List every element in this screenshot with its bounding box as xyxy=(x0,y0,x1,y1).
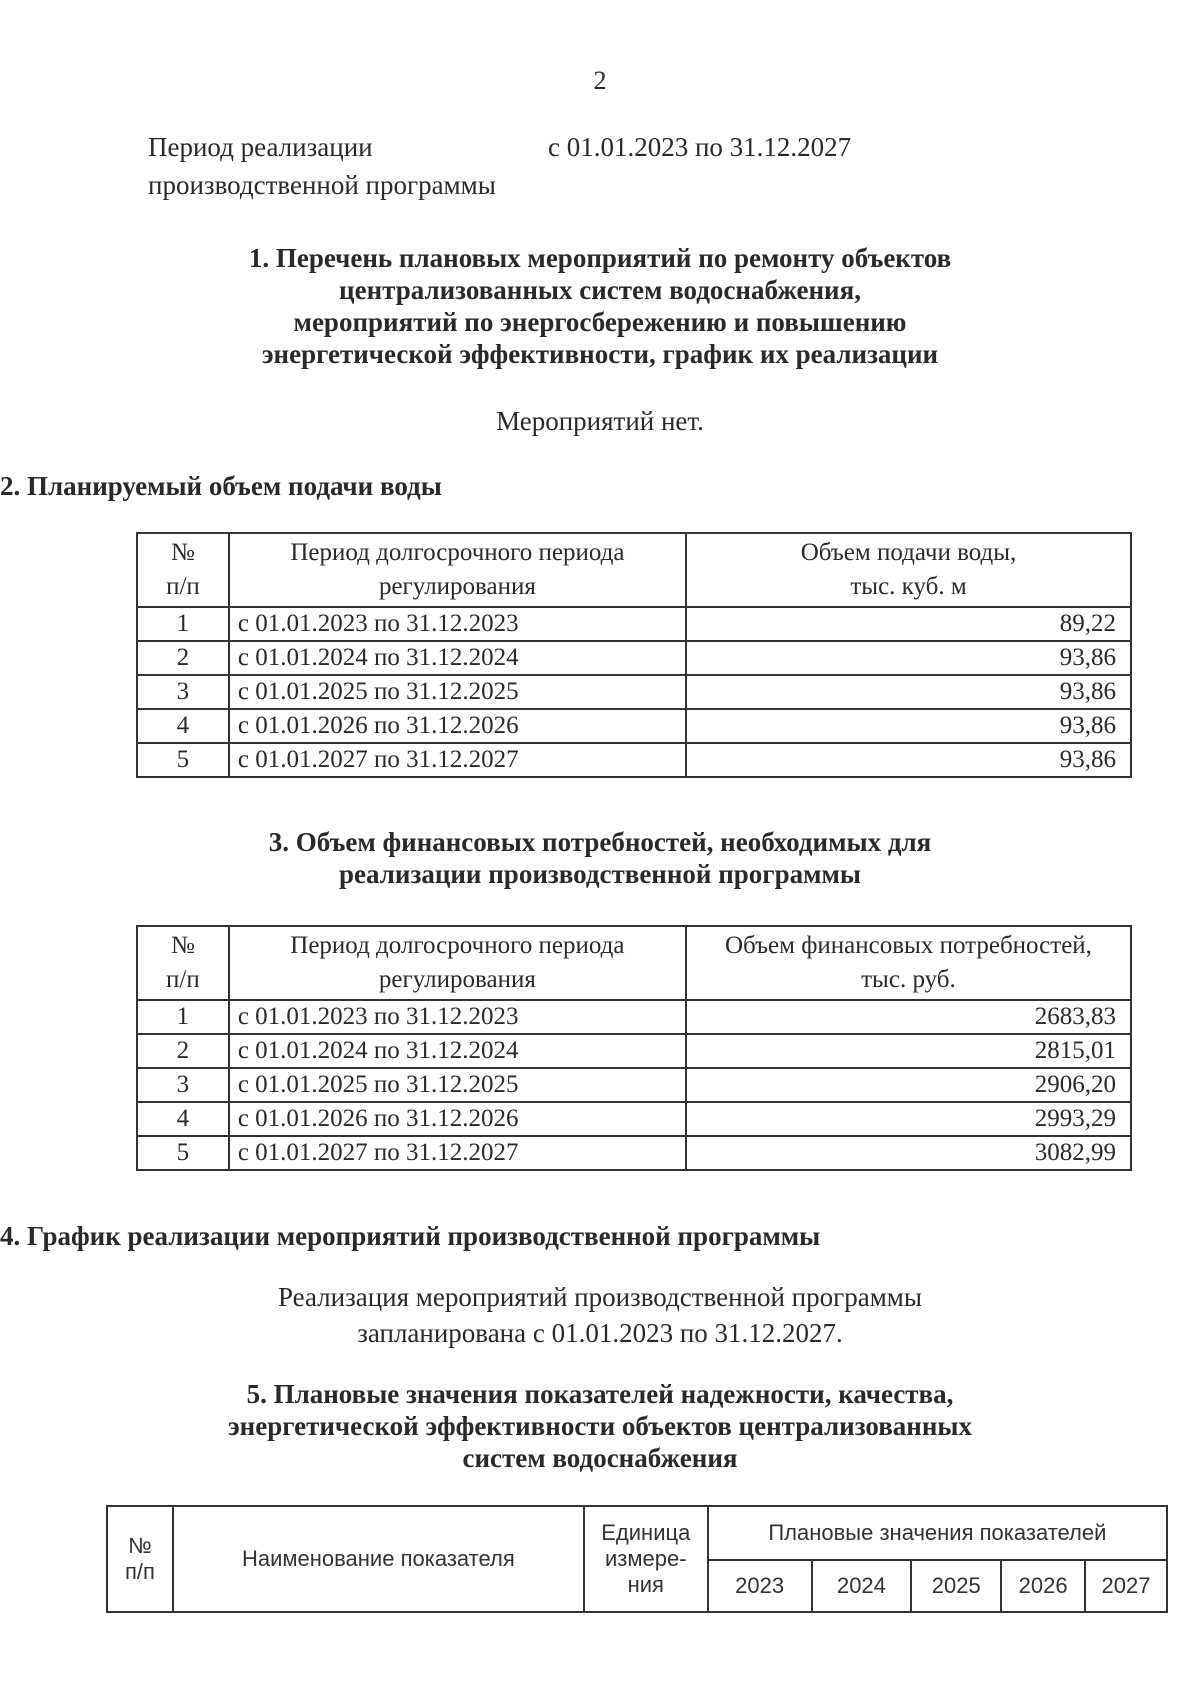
table-row xyxy=(137,641,1131,675)
header-num-line2: п/п xyxy=(166,573,200,600)
header-period xyxy=(229,533,686,607)
row-value: 2683,83 xyxy=(686,1000,1131,1034)
table-row xyxy=(137,1034,1131,1068)
header-num-line1: № xyxy=(128,1533,152,1558)
row-num: 4 xyxy=(137,709,229,743)
header-unit xyxy=(584,1506,708,1612)
row-period: с 01.01.2026 по 31.12.2026 xyxy=(229,709,686,743)
row-period: с 01.01.2027 по 31.12.2027 xyxy=(229,743,686,777)
row-num: 4 xyxy=(137,1102,229,1136)
row-value: 93,86 xyxy=(686,641,1131,675)
row-period: с 01.01.2023 по 31.12.2023 xyxy=(229,1000,686,1034)
row-value: 89,22 xyxy=(686,607,1131,641)
section1-title xyxy=(0,242,1200,370)
header-value-line1: Объем подачи воды, xyxy=(800,539,1017,566)
page-number: 2 xyxy=(593,66,607,95)
table-header-row xyxy=(137,533,1131,607)
period-value: с 01.01.2023 по 31.12.2027 xyxy=(548,132,852,162)
header-indicator-name: Наименование показателя xyxy=(173,1506,584,1612)
table-row xyxy=(137,743,1131,777)
row-period: с 01.01.2024 по 31.12.2024 xyxy=(229,641,686,675)
row-num: 1 xyxy=(137,607,229,641)
period-label-line2: производственной программы xyxy=(148,170,496,200)
section2-title: 2. Планируемый объем подачи воды xyxy=(0,471,442,501)
row-num: 5 xyxy=(137,743,229,777)
header-period-line1: Период долгосрочного периода xyxy=(290,932,625,959)
header-unit-line2: измере- xyxy=(605,1546,687,1571)
row-period: с 01.01.2023 по 31.12.2023 xyxy=(229,607,686,641)
table-row xyxy=(137,1102,1131,1136)
header-num xyxy=(137,926,229,1000)
table-row xyxy=(137,1068,1131,1102)
financial-needs-table xyxy=(136,925,1132,1171)
row-value: 93,86 xyxy=(686,675,1131,709)
row-value: 2993,29 xyxy=(686,1102,1131,1136)
section1-title-line: мероприятий по энергосбережению и повышению xyxy=(293,307,907,337)
section5-title-line: энергетической эффективности объектов централизованных xyxy=(227,1411,972,1441)
water-supply-table xyxy=(136,532,1132,778)
section1-title-line: централизованных систем водоснабжения, xyxy=(339,275,861,305)
header-unit-line1: Единица xyxy=(601,1520,691,1545)
indicators-table xyxy=(106,1505,1168,1613)
table-row xyxy=(137,675,1131,709)
section4-text-line1: Реализация мероприятий производственной программы xyxy=(277,1282,923,1312)
table-row xyxy=(137,607,1131,641)
row-num: 3 xyxy=(137,1068,229,1102)
row-value: 2815,01 xyxy=(686,1034,1131,1068)
header-period-line2: регулирования xyxy=(378,573,536,600)
row-period: с 01.01.2025 по 31.12.2025 xyxy=(229,675,686,709)
header-num xyxy=(107,1506,173,1612)
header-value xyxy=(686,533,1131,607)
row-num: 5 xyxy=(137,1136,229,1170)
table-row xyxy=(137,709,1131,743)
section4-text-line2: запланирована с 01.01.2023 по 31.12.2027. xyxy=(357,1318,843,1348)
header-value xyxy=(686,926,1131,1000)
section1-title-line: 1. Перечень плановых мероприятий по ремонту объектов xyxy=(248,243,952,273)
table-row xyxy=(137,1000,1131,1034)
row-num: 1 xyxy=(137,1000,229,1034)
header-period-line1: Период долгосрочного периода xyxy=(290,539,625,566)
section4-title: 4. График реализации мероприятий производственной программы xyxy=(0,1221,821,1251)
row-period: с 01.01.2025 по 31.12.2025 xyxy=(229,1068,686,1102)
row-num: 3 xyxy=(137,675,229,709)
header-year: 2023 xyxy=(708,1560,812,1612)
row-period: с 01.01.2026 по 31.12.2026 xyxy=(229,1102,686,1136)
row-value: 93,86 xyxy=(686,709,1131,743)
header-num xyxy=(137,533,229,607)
table-header-row xyxy=(107,1506,1167,1560)
table-row xyxy=(137,1136,1131,1170)
row-period: с 01.01.2027 по 31.12.2027 xyxy=(229,1136,686,1170)
section3-title-line: реализации производственной программы xyxy=(339,859,861,889)
header-period-line2: регулирования xyxy=(378,966,536,993)
section4-text xyxy=(0,1279,1200,1351)
row-value: 3082,99 xyxy=(686,1136,1131,1170)
header-period xyxy=(229,926,686,1000)
section5-title-line: 5. Плановые значения показателей надежности, качества, xyxy=(246,1379,954,1409)
header-year: 2026 xyxy=(1001,1560,1085,1612)
row-num: 2 xyxy=(137,641,229,675)
row-period: с 01.01.2024 по 31.12.2024 xyxy=(229,1034,686,1068)
period-label-line1: Период реализации xyxy=(148,132,373,162)
section1-text: Мероприятий нет. xyxy=(496,406,704,436)
header-value-line2: тыс. куб. м xyxy=(850,573,967,600)
header-unit-line3: ния xyxy=(627,1572,664,1597)
header-num-line2: п/п xyxy=(166,966,200,993)
row-value: 93,86 xyxy=(686,743,1131,777)
section3-title-line: 3. Объем финансовых потребностей, необходимых для xyxy=(268,827,932,857)
section5-title-line: систем водоснабжения xyxy=(462,1443,738,1473)
header-year: 2024 xyxy=(812,1560,912,1612)
header-value-line2: тыс. руб. xyxy=(861,966,956,993)
section3-title xyxy=(0,826,1200,890)
header-planned-values: Плановые значения показателей xyxy=(708,1506,1167,1560)
table-header-row xyxy=(137,926,1131,1000)
header-year: 2027 xyxy=(1085,1560,1167,1612)
section1-title-line: энергетической эффективности, график их реализации xyxy=(261,339,939,369)
row-value: 2906,20 xyxy=(686,1068,1131,1102)
row-num: 2 xyxy=(137,1034,229,1068)
header-num-line1: № xyxy=(170,539,195,566)
section5-title xyxy=(0,1378,1200,1474)
header-num-line1: № xyxy=(170,932,195,959)
header-year: 2025 xyxy=(911,1560,1001,1612)
header-num-line2: п/п xyxy=(124,1559,155,1584)
header-value-line1: Объем финансовых потребностей, xyxy=(724,932,1092,959)
period-label xyxy=(148,128,568,204)
